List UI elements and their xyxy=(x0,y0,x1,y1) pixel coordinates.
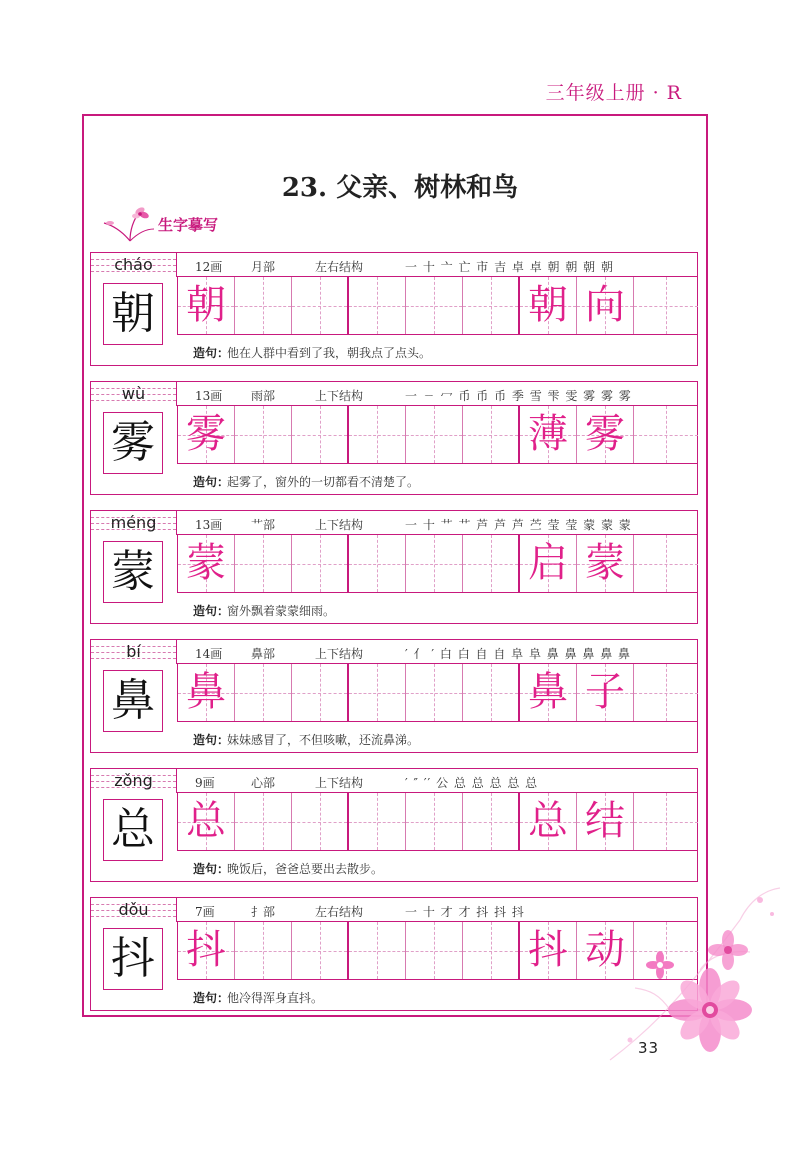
grid-cell[interactable] xyxy=(292,535,349,592)
pinyin: bí xyxy=(126,642,141,661)
word-char: 薄 xyxy=(528,411,568,457)
grid-cell[interactable] xyxy=(463,406,520,463)
stroke-order: 一 ㄧ 冖 币 币 币 季 雪 雫 雯 雾 雾 雾 xyxy=(405,389,632,403)
trace-char: 蒙 xyxy=(186,540,226,586)
pinyin-box xyxy=(91,511,177,535)
pinyin-box xyxy=(91,769,177,793)
pinyin-box xyxy=(91,640,177,664)
writing-grid xyxy=(177,793,697,851)
example-sentence: 晚饭后，爸爸总要出去散步。 xyxy=(227,862,384,876)
grid-cell[interactable] xyxy=(634,406,698,463)
sentence-row xyxy=(177,593,697,623)
grid-cell[interactable] xyxy=(349,793,406,850)
example-sentence: 窗外飘着蒙蒙细雨。 xyxy=(227,604,336,618)
sentence-label: 造句： xyxy=(193,862,230,876)
model-char-box xyxy=(103,670,163,732)
stroke-count: 13画 xyxy=(195,389,223,403)
radical: 雨部 xyxy=(251,389,276,403)
info-row xyxy=(177,382,697,406)
grid-cell[interactable] xyxy=(235,535,292,592)
writing-grid xyxy=(177,535,697,593)
pinyin: zǒng xyxy=(114,771,153,790)
structure: 左右结构 xyxy=(315,260,364,274)
info-row xyxy=(177,769,697,793)
example-sentence: 妹妹感冒了，不但咳嗽，还流鼻涕。 xyxy=(227,733,420,747)
trace-char: 总 xyxy=(186,798,226,844)
pinyin: dǒu xyxy=(118,900,149,919)
writing-grid xyxy=(177,406,697,464)
trace-char: 朝 xyxy=(186,282,226,328)
char-card-wu xyxy=(90,381,698,495)
grid-cell[interactable] xyxy=(634,793,698,850)
grid-cell[interactable] xyxy=(178,664,235,721)
example-sentence: 他冷得浑身直抖。 xyxy=(227,991,324,1005)
info-row xyxy=(177,511,697,535)
model-char-box xyxy=(103,799,163,861)
grid-cell[interactable] xyxy=(349,922,406,979)
stroke-count: 9画 xyxy=(195,776,215,790)
pinyin-box xyxy=(91,898,177,922)
grid-cell[interactable] xyxy=(406,664,463,721)
structure: 上下结构 xyxy=(315,389,364,403)
grid-cell[interactable] xyxy=(292,277,349,334)
grid-cell[interactable] xyxy=(577,664,634,721)
model-char: 朝 xyxy=(111,288,155,339)
stroke-count: 12画 xyxy=(195,260,223,274)
model-char: 雾 xyxy=(111,417,155,468)
grid-cell[interactable] xyxy=(463,922,520,979)
grid-cell[interactable] xyxy=(577,406,634,463)
grid-cell[interactable] xyxy=(235,406,292,463)
structure: 左右结构 xyxy=(315,905,364,919)
stroke-order: ′ ″ ′′ 公 总 总 总 总 总 xyxy=(405,776,539,790)
grid-cell[interactable] xyxy=(520,277,577,334)
sentence-label: 造句： xyxy=(193,991,230,1005)
page-number: 33 xyxy=(638,1039,660,1057)
grid-cell[interactable] xyxy=(235,793,292,850)
info-row xyxy=(177,253,697,277)
stroke-order: 一 十 艹 艹 芦 芦 芦 苎 莹 莹 蒙 蒙 蒙 xyxy=(405,518,632,532)
word-char: 启 xyxy=(528,540,568,586)
grid-cell[interactable] xyxy=(235,922,292,979)
word-char: 总 xyxy=(528,798,568,844)
grid-cell[interactable] xyxy=(406,793,463,850)
grid-cell[interactable] xyxy=(349,535,406,592)
stroke-order: ′ 亻 ′ 白 白 自 自 阜 阜 鼻 鼻 鼻 鼻 鼻 xyxy=(405,647,632,661)
grid-cell[interactable] xyxy=(520,535,577,592)
grid-cell[interactable] xyxy=(520,664,577,721)
word-char: 动 xyxy=(585,927,625,973)
grid-cell[interactable] xyxy=(463,277,520,334)
pinyin: méng xyxy=(110,513,157,532)
example-sentence: 起雾了，窗外的一切都看不清楚了。 xyxy=(227,475,420,489)
section-label: 生字摹写 xyxy=(158,216,219,234)
writing-grid xyxy=(177,664,697,722)
lesson-title: 23. 父亲、树林和鸟 xyxy=(281,173,519,203)
info-row xyxy=(177,640,697,664)
grid-cell[interactable] xyxy=(577,535,634,592)
sentence-label: 造句： xyxy=(193,475,230,489)
grid-cell[interactable] xyxy=(463,535,520,592)
writing-grid xyxy=(177,277,697,335)
structure: 上下结构 xyxy=(315,776,364,790)
char-card-chao xyxy=(90,252,698,366)
sentence-row xyxy=(177,335,697,365)
grid-cell[interactable] xyxy=(292,793,349,850)
structure: 上下结构 xyxy=(315,518,364,532)
model-char-box xyxy=(103,283,163,345)
word-char: 子 xyxy=(585,669,625,715)
trace-char: 抖 xyxy=(186,927,226,973)
stroke-count: 7画 xyxy=(195,905,215,919)
word-char: 向 xyxy=(585,282,625,328)
grid-cell[interactable] xyxy=(463,793,520,850)
grid-cell[interactable] xyxy=(235,664,292,721)
pink-flower-icon xyxy=(590,860,790,1080)
sentence-row xyxy=(177,722,697,752)
model-char-box xyxy=(103,541,163,603)
grid-cell[interactable] xyxy=(577,277,634,334)
grid-cell[interactable] xyxy=(634,277,698,334)
trace-char: 鼻 xyxy=(186,669,226,715)
sentence-label: 造句： xyxy=(193,733,230,747)
radical: 艹部 xyxy=(251,518,276,532)
grade-label: 三年级上册 · R xyxy=(545,82,682,104)
sentence-row xyxy=(177,464,697,494)
stroke-count: 13画 xyxy=(195,518,223,532)
word-char: 鼻 xyxy=(528,669,568,715)
model-char: 鼻 xyxy=(111,675,155,726)
model-char: 抖 xyxy=(111,933,155,984)
grid-cell[interactable] xyxy=(292,922,349,979)
section-header xyxy=(100,203,250,243)
grid-cell[interactable] xyxy=(577,793,634,850)
grid-cell[interactable] xyxy=(520,793,577,850)
word-char: 雾 xyxy=(585,411,625,457)
grid-cell[interactable] xyxy=(178,793,235,850)
model-char-box xyxy=(103,928,163,990)
sentence-label: 造句： xyxy=(193,604,230,618)
example-sentence: 他在人群中看到了我，朝我点了点头。 xyxy=(227,346,432,360)
grid-cell[interactable] xyxy=(292,406,349,463)
grid-cell[interactable] xyxy=(178,277,235,334)
grid-cell[interactable] xyxy=(178,535,235,592)
grid-cell[interactable] xyxy=(349,664,406,721)
radical: 月部 xyxy=(251,260,276,274)
pinyin: wù xyxy=(121,384,146,403)
orchid-flower-icon xyxy=(100,203,158,243)
grid-cell[interactable] xyxy=(292,664,349,721)
word-char: 朝 xyxy=(528,282,568,328)
grid-cell[interactable] xyxy=(406,535,463,592)
grid-cell[interactable] xyxy=(235,277,292,334)
model-char: 蒙 xyxy=(111,546,155,597)
word-char: 结 xyxy=(585,798,625,844)
structure: 上下结构 xyxy=(315,647,364,661)
grid-cell[interactable] xyxy=(520,922,577,979)
grid-cell[interactable] xyxy=(178,406,235,463)
sentence-label: 造句： xyxy=(193,346,230,360)
grid-cell[interactable] xyxy=(406,922,463,979)
grid-cell[interactable] xyxy=(634,664,698,721)
stroke-order: 一 十 亠 亡 市 吉 卓 卓 朝 朝 朝 朝 xyxy=(405,260,614,274)
pinyin: cháo xyxy=(114,255,153,274)
stroke-count: 14画 xyxy=(195,647,223,661)
char-card-bi xyxy=(90,639,698,753)
grid-cell[interactable] xyxy=(349,406,406,463)
pinyin-box xyxy=(91,253,177,277)
trace-char: 雾 xyxy=(186,411,226,457)
pinyin-box xyxy=(91,382,177,406)
stroke-order: 一 十 才 才 抖 抖 抖 xyxy=(405,905,525,919)
grid-cell[interactable] xyxy=(178,922,235,979)
radical: 鼻部 xyxy=(251,647,276,661)
radical: 心部 xyxy=(251,776,276,790)
grid-cell[interactable] xyxy=(463,664,520,721)
char-card-meng xyxy=(90,510,698,624)
grid-cell[interactable] xyxy=(406,406,463,463)
grid-cell[interactable] xyxy=(349,277,406,334)
model-char: 总 xyxy=(111,804,155,855)
model-char-box xyxy=(103,412,163,474)
word-char: 抖 xyxy=(528,927,568,973)
word-char: 蒙 xyxy=(585,540,625,586)
grid-cell[interactable] xyxy=(406,277,463,334)
radical: 扌部 xyxy=(251,905,276,919)
grid-cell[interactable] xyxy=(634,535,698,592)
grid-cell[interactable] xyxy=(520,406,577,463)
